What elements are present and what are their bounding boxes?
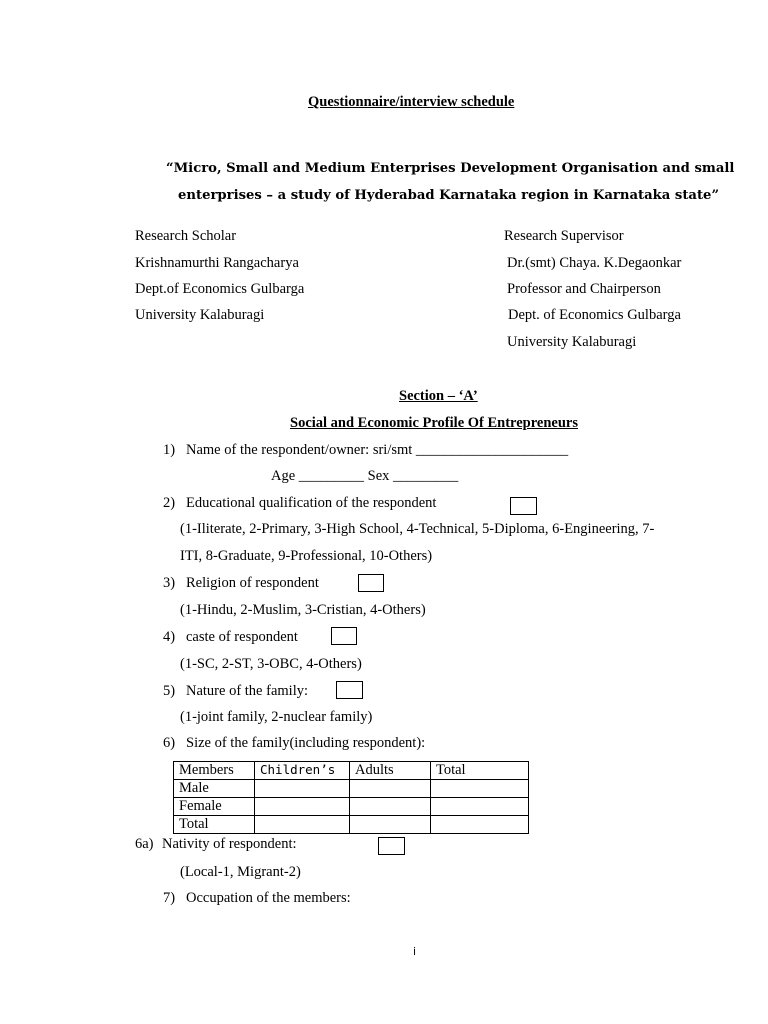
section-subtitle: Social and Economic Profile Of Entrepreneurs xyxy=(290,415,578,431)
document-heading: Questionnaire/interview schedule xyxy=(308,94,515,110)
q6a-number: 6a) xyxy=(135,836,154,852)
supervisor-role: Research Supervisor xyxy=(504,228,624,244)
table-header-cell: Members xyxy=(174,762,255,780)
q5-answer-box[interactable] xyxy=(336,681,363,699)
q5-options: (1-joint family, 2-nuclear family) xyxy=(180,709,373,725)
q2-number: 2) xyxy=(163,495,176,511)
q2-options-line-2: ITI, 8-Graduate, 9-Professional, 10-Others) xyxy=(180,548,433,564)
q6-number: 6) xyxy=(163,735,176,751)
table-cell[interactable] xyxy=(255,780,350,798)
family-size-table xyxy=(173,761,529,834)
q6a-answer-box[interactable] xyxy=(378,837,405,855)
table-row-label: Female xyxy=(174,798,255,816)
q4-answer-box[interactable] xyxy=(331,627,357,645)
q4-text: caste of respondent xyxy=(186,629,298,645)
q1-number: 1) xyxy=(163,442,176,458)
q6-text: Size of the family(including respondent): xyxy=(186,735,426,751)
q3-text: Religion of respondent xyxy=(186,575,319,591)
q5-number: 5) xyxy=(163,683,176,699)
scholar-role: Research Scholar xyxy=(135,228,237,244)
table-header-row xyxy=(174,762,529,780)
q2-options-line-1: (1-Iliterate, 2-Primary, 3-High School, 4-Technical, 5-Diploma, 6-Engineering, 7- xyxy=(180,521,655,537)
table-header-cell: Adults xyxy=(350,762,431,780)
table-cell[interactable] xyxy=(255,816,350,834)
q3-options: (1-Hindu, 2-Muslim, 3-Cristian, 4-Others) xyxy=(180,602,426,618)
page-number: i xyxy=(413,945,417,958)
q7-number: 7) xyxy=(163,890,176,906)
table-row xyxy=(174,780,529,798)
scholar-name: Krishnamurthi Rangacharya xyxy=(135,255,299,271)
table-cell[interactable] xyxy=(431,798,529,816)
table-row-label: Male xyxy=(174,780,255,798)
q4-options: (1-SC, 2-ST, 3-OBC, 4-Others) xyxy=(180,656,362,672)
supervisor-dept: Dept. of Economics Gulbarga xyxy=(508,307,681,323)
table-cell[interactable] xyxy=(431,780,529,798)
table-cell[interactable] xyxy=(255,798,350,816)
table-cell[interactable] xyxy=(350,780,431,798)
section-title: Section – ‘A’ xyxy=(399,388,478,404)
study-title-line-2: enterprises – a study of Hyderabad Karnataka region in Karnataka state” xyxy=(178,188,720,203)
q6a-options: (Local-1, Migrant-2) xyxy=(180,864,301,880)
supervisor-name: Dr.(smt) Chaya. K.Degaonkar xyxy=(507,255,682,271)
q3-number: 3) xyxy=(163,575,176,591)
table-cell[interactable] xyxy=(350,816,431,834)
supervisor-university: University Kalaburagi xyxy=(507,334,637,350)
q1-age-sex: Age _________ Sex _________ xyxy=(271,468,459,484)
q3-answer-box[interactable] xyxy=(358,574,384,592)
q2-answer-box[interactable] xyxy=(510,497,537,515)
scholar-dept: Dept.of Economics Gulbarga xyxy=(135,281,305,297)
table-cell[interactable] xyxy=(350,798,431,816)
supervisor-position: Professor and Chairperson xyxy=(507,281,661,297)
table-header-cell: Children’s xyxy=(255,762,350,780)
q1-text: Name of the respondent/owner: sri/smt _____________________ xyxy=(186,442,569,458)
table-row xyxy=(174,798,529,816)
table-row xyxy=(174,816,529,834)
q4-number: 4) xyxy=(163,629,176,645)
q5-text: Nature of the family: xyxy=(186,683,308,699)
q6a-text: Nativity of respondent: xyxy=(162,836,297,852)
q7-text: Occupation of the members: xyxy=(186,890,351,906)
scholar-university: University Kalaburagi xyxy=(135,307,265,323)
table-header-cell: Total xyxy=(431,762,529,780)
table-cell[interactable] xyxy=(431,816,529,834)
table-row-label: Total xyxy=(174,816,255,834)
q2-text: Educational qualification of the respondent xyxy=(186,495,437,511)
study-title-line-1: “Micro, Small and Medium Enterprises Development Organisation and small xyxy=(166,161,735,176)
